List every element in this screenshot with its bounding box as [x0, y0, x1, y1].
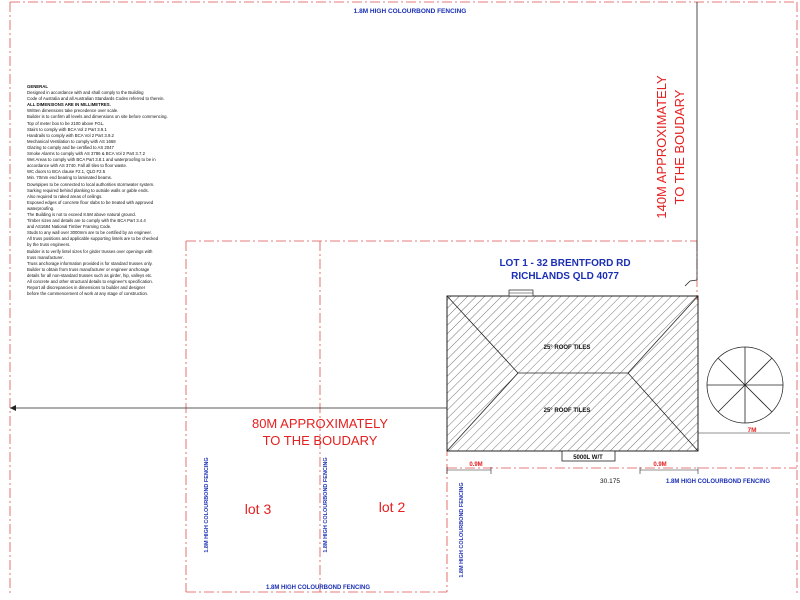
lot1-address-line1: LOT 1 - 32 BRENTFORD RD	[499, 258, 631, 269]
note-line: Truss anchorage information provided is for standard trusses only.	[27, 260, 153, 266]
lot1-address-line2: RICHLANDS QLD 4077	[511, 271, 619, 282]
fence-label-vertical-1: 1.8M HIGH COLOURBOND FENCING	[204, 457, 210, 553]
fence-label-vertical-2: 1.8M HIGH COLOURBOND FENCING	[323, 457, 329, 553]
note-line: Mechanical Ventilation to comply with AS 1668	[27, 138, 116, 144]
note-line: Top of meter box to be 2100 above FGL.	[27, 120, 105, 126]
notes-heading: GENERAL	[27, 84, 49, 89]
note-line: waterproofing.	[27, 205, 55, 211]
note-line: All truss positions and applicable supporting lintels are to be checked	[27, 236, 159, 242]
roof-label-lower: 25° ROOF TILES	[543, 408, 591, 414]
turning-circle	[707, 347, 783, 423]
note-line: Exposed edges of concrete floor slabs to be treated with approved	[27, 199, 154, 205]
note-line: Glazing to comply and be certified to AS 2047	[27, 144, 114, 150]
note-line: before the commencement of work at any stage of construction.	[27, 291, 149, 297]
note-line: Also required to raked areas of ceilings.	[27, 193, 103, 199]
arrow-left-icon	[10, 405, 16, 411]
note-line: Min. 70mm end bearing to laminated beams.	[27, 175, 113, 181]
note-line: All concrete and other structural details to engineer's specification.	[27, 279, 153, 284]
note-line: Studs to any wall over 3000mm are to be certified by an engineer.	[27, 230, 152, 236]
house-footprint	[447, 290, 698, 451]
approx-140-label	[654, 75, 687, 219]
lot2-label: lot 2	[378, 499, 406, 515]
fence-label-right: 1.8M HIGH COLOURBOND FENCING	[665, 479, 771, 485]
fence-label-vertical-3: 1.8M HIGH COLOURBOND FENCING	[459, 482, 465, 578]
note-line: Builder to obtain from truss manufacturer or engineer anchorage	[27, 266, 150, 272]
note-line: Wet Areas to comply with BCA Part 3.8.1 and waterproofing to be in	[27, 157, 156, 163]
note-line: Handrails to comply with BCA Vol 2 Part 3.9.2	[27, 132, 114, 138]
note-line: Smoke Alarms to comply with AS 3786 & BCA Vol 2 Part 3.7.2	[27, 151, 145, 157]
approx-140-line2: TO THE BOUDARY	[672, 89, 687, 205]
fence-label-top: 1.8M HIGH COLOURBOND FENCING	[353, 8, 467, 15]
note-line: by the truss engineers.	[27, 242, 71, 248]
width-dimension: 30.175	[600, 478, 620, 485]
note-line: Timber sizes and details are to comply with the BCA Part 3.4.4	[27, 218, 146, 224]
note-line: Builder is to verify lintel sizes for girder trusses over openings with	[27, 248, 153, 254]
note-line: WC doors to BCA clause F2.1, QLD F2.5	[27, 169, 106, 175]
note-line: accordance with AS 3740. Fall all tiles to floor waste.	[27, 163, 128, 169]
tank-label: 5000L W/T	[573, 455, 603, 461]
note-line: The Building is not to exceed 8.5M above natural ground.	[27, 211, 136, 217]
dimension-7m: 7M	[747, 427, 757, 434]
note-line: ALL DIMENSIONS ARE IN MILLIMETRES.	[27, 102, 111, 108]
note-line: Code of Australia and all Australian Standards Codes referred to therein.	[27, 96, 165, 102]
note-line: Downpipes to be connected to local authorities stormwater system.	[27, 181, 155, 187]
roof-label-upper: 25° ROOF TILES	[543, 345, 591, 351]
note-line: Builder is to confirm all levels and dimensions on site before commencing.	[27, 114, 168, 120]
note-line: and AS1684 National Timber Framing Code.	[27, 224, 112, 230]
lot3-label: lot 3	[244, 501, 272, 517]
note-line: Report all discrepancies in dimensions to builder and designer	[27, 285, 146, 291]
note-line: Designed in accordance with and shall comply to the Building	[27, 90, 144, 96]
general-notes	[27, 84, 242, 297]
note-line: truss manufacturer.	[27, 254, 64, 260]
note-line: Sarking required behind planking to outside walls or gable ends.	[27, 187, 149, 193]
approx-80-line1: 80M APPROXIMATELY	[251, 416, 389, 431]
approx-80-line2: TO THE BOUDARY	[262, 433, 378, 448]
note-line: details for all non-standard trusses such as girder, hip, valleys etc.	[27, 272, 153, 278]
note-line: Written dimensions take precedence over scale.	[27, 108, 119, 114]
setback-left-label: 0.9M	[469, 462, 483, 468]
fence-label-bottom: 1.8M HIGH COLOURBOND FENCING	[265, 585, 371, 591]
note-line: Stairs to comply with BCA Vol 2 Part 3.9.1	[27, 126, 107, 132]
approx-140-line1: 140M APPROXIMATELY	[654, 75, 669, 219]
setback-right-label: 0.9M	[653, 462, 667, 468]
